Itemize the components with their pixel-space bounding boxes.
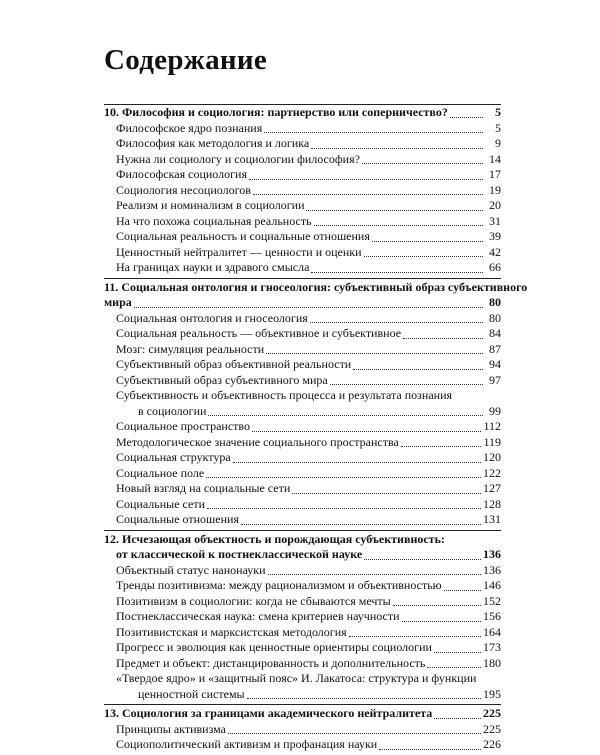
page-title: Содержание xyxy=(104,44,268,76)
toc-entry[interactable]: Социальная онтология и гносеология 80 xyxy=(116,310,501,325)
page-number: 80 xyxy=(489,295,501,309)
page-number: 87 xyxy=(489,341,501,356)
page-number: 66 xyxy=(489,260,501,274)
page-number: 152 xyxy=(483,593,501,608)
toc-entry[interactable]: Тренды позитивизма: между рационализмом и объективностью 146 xyxy=(116,578,501,592)
toc-entry[interactable]: Социальное пространство 112 xyxy=(116,419,501,433)
page-number: 14 xyxy=(489,151,501,166)
page-number: 146 xyxy=(483,578,501,592)
toc-entry[interactable]: Социальные сети 128 xyxy=(116,496,501,511)
page-number: 99 xyxy=(489,403,501,418)
page-number: 164 xyxy=(483,624,501,639)
chapter-title[interactable]: 13. Социология за границами академического нейтралитета 225 xyxy=(104,706,501,720)
toc-entry[interactable]: На что похожа социальная реальность 31 xyxy=(116,213,501,228)
toc-entry[interactable]: Мозг: симуляция реальности 87 xyxy=(116,341,501,356)
toc-entry[interactable]: Объектный статус нанонауки 136 xyxy=(116,562,501,577)
page-number: 19 xyxy=(489,182,501,197)
page-number: 119 xyxy=(483,434,501,449)
page-number: 39 xyxy=(489,229,501,243)
page-number: 17 xyxy=(489,167,501,181)
page-number: 195 xyxy=(483,686,501,701)
page-number: 84 xyxy=(489,326,501,340)
page-number: 97 xyxy=(489,372,501,387)
toc-entry[interactable]: Социальная реальность — объективное и субъективное 84 xyxy=(116,326,501,340)
page-number: 173 xyxy=(483,640,501,654)
toc-entry[interactable]: Философская социология 17 xyxy=(116,167,501,181)
chapter-title[interactable]: 10. Философия и социология: партнерство или соперничество? 5 xyxy=(104,105,501,119)
toc-entry[interactable]: Позитивизм в социологии: когда не сбываются мечты 152 xyxy=(116,593,501,608)
toc-entry[interactable]: Нужна ли социологу и социологии философия? 14 xyxy=(116,151,501,166)
page-number: 122 xyxy=(483,465,501,480)
toc-entry[interactable]: ценностной системы 195 xyxy=(138,686,501,701)
page-number: 180 xyxy=(483,655,501,670)
toc-entry[interactable]: Позитивистская и марксистская методология 164 xyxy=(116,624,501,639)
page-number: 136 xyxy=(483,562,501,577)
page-number: 225 xyxy=(483,706,501,720)
toc-entry[interactable]: На границах науки и здравого смысла 66 xyxy=(116,260,501,274)
chapter-title[interactable]: мира 80 xyxy=(104,295,501,309)
toc-entry[interactable]: Философское ядро познания 5 xyxy=(116,120,501,135)
chapter-13 xyxy=(104,705,501,755)
page-number: 5 xyxy=(495,105,501,119)
toc-entry[interactable]: Принципы активизма 225 xyxy=(116,721,501,736)
toc-entry[interactable]: Новый взгляд на социальные сети 127 xyxy=(116,481,501,495)
page-number: 112 xyxy=(483,419,501,433)
toc-entry-line[interactable]: Субъективность и объективность процесса и результата познания xyxy=(116,388,453,402)
toc-entry[interactable]: Прогресс и эволюция как ценностные ориентиры социологии 173 xyxy=(116,640,501,654)
chapter-title-line[interactable]: 12. Исчезающая объектность и порождающая субъективность: xyxy=(104,531,445,546)
table-of-contents xyxy=(104,104,528,755)
toc-entry[interactable]: Методологическое значение социального пространства 119 xyxy=(116,434,501,449)
toc-entry[interactable]: Постнеклассическая наука: смена критериев научности 156 xyxy=(116,609,501,623)
toc-entry[interactable]: Предмет и объект: дистанцированность и дополнительность 180 xyxy=(116,655,501,670)
page-number: 5 xyxy=(495,120,501,135)
chapter-title[interactable]: от классической к постнеклассической науке 136 xyxy=(116,547,501,561)
toc-entry[interactable]: Социальная структура 120 xyxy=(116,450,501,464)
chapter-11 xyxy=(104,279,528,530)
page-number: 20 xyxy=(489,198,501,212)
page-number: 136 xyxy=(483,547,501,561)
page-number: 128 xyxy=(483,496,501,511)
toc-entry-line[interactable]: «Твердое ядро» и «защитный пояс» И. Лакатоса: структура и функции xyxy=(116,671,477,685)
toc-entry[interactable]: Ценностный нейтралитет — ценности и оценки 42 xyxy=(116,244,501,259)
toc-entry[interactable]: Субъективный образ субъективного мира 97 xyxy=(116,372,501,387)
page-number: 226 xyxy=(483,737,501,751)
toc-entry[interactable]: Субъективный образ объективной реальности 94 xyxy=(116,357,501,371)
toc-entry[interactable]: Социальное поле 122 xyxy=(116,465,501,480)
toc-entry[interactable]: в социологии 99 xyxy=(138,403,501,418)
page-number: 156 xyxy=(483,609,501,623)
page-number: 225 xyxy=(483,721,501,736)
page-number: 31 xyxy=(489,213,501,228)
toc-entry[interactable]: Философия как методология и логика 9 xyxy=(116,136,501,150)
page-number: 9 xyxy=(495,136,501,150)
page-number: 127 xyxy=(483,481,501,495)
toc-entry[interactable]: Реализм и номинализм в социологии 20 xyxy=(116,198,501,212)
chapter-12 xyxy=(104,531,501,705)
chapter-title-line[interactable]: 11. Социальная онтология и гносеология: субъективный образ субъективного xyxy=(104,279,528,294)
toc-entry[interactable]: Социополитический активизм и профанация науки 226 xyxy=(116,737,501,751)
page-number: 131 xyxy=(483,512,501,526)
page-number: 94 xyxy=(489,357,501,371)
page-number: 80 xyxy=(489,310,501,325)
toc-entry[interactable]: Социальные отношения 131 xyxy=(116,512,501,526)
toc-entry[interactable]: Социология несоциологов 19 xyxy=(116,182,501,197)
page-number: 120 xyxy=(483,450,501,464)
toc-entry[interactable]: Социальная реальность и социальные отношения 39 xyxy=(116,229,501,243)
page-number: 42 xyxy=(489,244,501,259)
chapter-10 xyxy=(104,105,501,278)
